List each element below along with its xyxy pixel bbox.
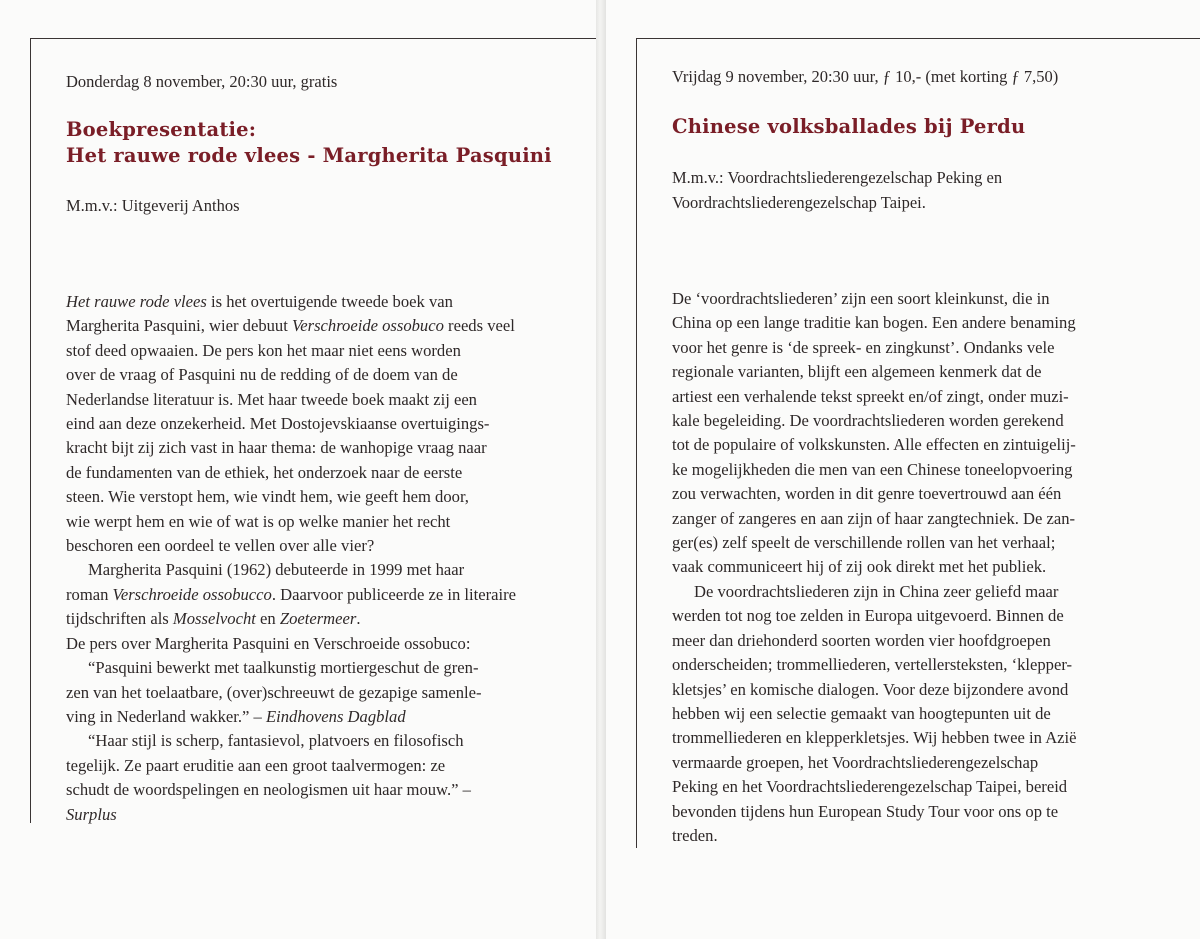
body-text: zou verwachten, worden in dit genre toevertrouwd aan één [672,484,1062,504]
body-text: steen. Wie verstopt hem, wie vindt hem, wie geeft hem door, [66,487,469,507]
page-gutter [596,0,606,939]
italic-text: Mosselvocht [172,609,256,629]
body-line [672,726,1077,750]
body-line [672,287,1077,311]
body-text: China op een lange traditie kan bogen. Een andere benaming [672,313,1076,333]
body-line [66,314,516,338]
body-text: en [255,609,280,629]
body-line [672,385,1077,409]
body-line [66,607,516,631]
title-line: Chinese volksballades bij Perdu [672,115,1026,138]
body-text: wie werpt hem en wie of wat is op welke manier het recht [66,511,451,531]
body-line [672,800,1077,824]
title-line: Boekpresentatie: [66,118,257,141]
body-line [66,778,516,802]
body-text: vermaarde groepen, het Voordrachtsliederengezelschap [672,752,1039,772]
body-line [66,583,516,607]
collaboration-note: M.m.v.: Uitgeverij Anthos [66,196,240,215]
body-line [66,510,516,534]
body-line [672,409,1077,433]
body-text: . Daarvoor publiceerde ze in literaire [271,584,517,604]
body-line [672,482,1077,506]
body-text: trommelliederen en klepperkletsjes. Wij hebben twee in Azië [672,728,1077,748]
body-text: werden tot nog toe zelden in Europa uitgevoerd. Binnen de [672,606,1064,626]
event-description [672,287,1077,848]
body-line [66,363,516,387]
body-text: de fundamenten van de ethiek, het onderzoek naar de eerste [66,462,463,482]
body-line [66,412,516,436]
body-text: De ‘voordrachtsliederen’ zijn een soort kleinkunst, die in [672,289,1050,308]
body-line [66,290,516,314]
event-title [672,114,1025,140]
body-line [672,653,1077,677]
body-line [672,604,1077,628]
top-rule [30,38,596,39]
body-text: Peking en het Voordrachtsliederengezelschap Taipei, bereid [672,777,1068,797]
body-text: De pers over Margherita Pasquini en Verschroeide ossobuco: [66,633,471,653]
body-line [66,729,516,753]
body-text: tijdschriften als [66,609,173,629]
left-page [0,0,596,939]
collaboration-line: Voordrachtsliederengezelschap Taipei. [672,192,926,212]
body-line [66,436,516,460]
body-line [672,629,1077,653]
body-text: zanger of zangeres en aan zijn of haar zangtechniek. De zan- [672,508,1076,528]
italic-text: Verschroeide ossobucco [112,584,272,604]
body-line [66,339,516,363]
event-date: Donderdag 8 november, 20:30 uur, gratis [66,72,338,91]
body-text: onderscheiden; trommelliederen, vertellersteksten, ‘klepper- [672,655,1073,675]
body-text: is het overtuigende tweede boek van [206,292,453,311]
body-text: ving in Nederland wakker.” – [66,706,266,726]
italic-text: Zoetermeer [279,609,357,629]
body-line [66,754,516,778]
body-line [66,681,516,705]
body-text: Margherita Pasquini, wier debuut [66,316,292,336]
body-line [66,485,516,509]
body-line [66,632,516,656]
body-line [672,824,1077,848]
body-line [672,702,1077,726]
body-text: ger(es) zelf speelt de verschillende rollen van het verhaal; [672,533,1056,553]
body-text: “Haar stijl is scherp, fantasievol, platvoers en filosofisch [88,731,464,751]
body-line [66,803,516,827]
body-line [672,580,1077,604]
body-line [672,531,1077,555]
body-text: kracht bijt zij zich vast in haar thema: de wanhopige vraag naar [66,438,487,458]
title-line: Het rauwe rode vlees - Margherita Pasquini [66,144,552,167]
body-line [66,388,516,412]
body-text: stof deed opwaaien. De pers kon het maar niet eens worden [66,340,461,360]
body-text: roman [66,584,113,604]
body-text: zen van het toelaatbare, (over)schreeuwt de gezapige samenle- [66,682,482,702]
italic-text: Het rauwe rode vlees [66,292,207,311]
body-text: tot de populaire of volkskunsten. Alle effecten en zintuigelij- [672,435,1076,455]
italic-text: Eindhovens Dagblad [265,706,406,726]
body-line [672,458,1077,482]
body-line [672,360,1077,384]
body-text: hebben wij een selectie gemaakt van hoogtepunten uit de [672,703,1051,723]
italic-text: Surplus [66,804,117,824]
body-text: ke mogelijkheden die men van een Chinese toneelopvoering [672,459,1073,479]
body-line [66,461,516,485]
body-line [672,507,1077,531]
body-line [672,751,1077,775]
body-text: . [356,609,361,629]
collaboration-note [672,166,1002,215]
event-description [66,290,516,827]
body-text: over de vraag of Pasquini nu de redding of de doem van de [66,365,458,385]
body-line [672,678,1077,702]
body-text: schudt de woordspelingen en neologismen uit haar mouw.” – [66,780,471,800]
side-rule [30,38,31,823]
body-text: vaak communiceert hij of zij ook direkt met het publiek. [672,557,1047,577]
event-date: Vrijdag 9 november, 20:30 uur, ƒ 10,- (met korting ƒ 7,50) [672,67,1059,86]
body-text: bevonden tijdens hun European Study Tour voor ons op te [672,801,1059,821]
body-text: kale begeleiding. De voordrachtsliederen worden gerekend [672,411,1064,431]
body-line [66,705,516,729]
body-text: De voordrachtsliederen zijn in China zeer geliefd maar [694,581,1059,601]
body-line [66,558,516,582]
italic-text: Verschroeide ossobuco [291,316,444,336]
body-text: treden. [672,825,718,845]
event-title [66,117,552,169]
collaboration-line: M.m.v.: Voordrachtsliederengezelschap Peking en [672,168,1003,187]
top-rule [636,38,1200,39]
body-text: “Pasquini bewerkt met taalkunstig mortiergeschut de gren- [88,658,479,678]
body-text: Margherita Pasquini (1962) debuteerde in 1999 met haar [88,560,465,580]
body-text: Nederlandse literatuur is. Met haar tweede boek maakt zij een [66,389,477,409]
side-rule [636,38,637,848]
body-text: tegelijk. Ze paart eruditie aan een groot taalvermogen: ze [66,755,446,775]
body-text: beschoren een oordeel te vellen over alle vier? [66,536,375,556]
body-text: eind aan deze onzekerheid. Met Dostojevskiaanse overtuigings- [66,414,490,434]
body-line [672,433,1077,457]
body-text: kletsjes’ en komische dialogen. Voor deze bijzondere avond [672,679,1069,699]
body-line [672,311,1077,335]
body-line [672,555,1077,579]
right-page [606,0,1200,939]
body-text: meer dan driehonderd soorten worden vier hoofdgroepen [672,630,1051,650]
body-text: regionale varianten, blijft een algemeen kenmerk dat de [672,362,1042,382]
body-line [66,534,516,558]
body-text: reeds veel [443,316,515,336]
body-line [66,656,516,680]
body-line [672,775,1077,799]
body-line [672,336,1077,360]
body-text: voor het genre is ‘de spreek- en zingkunst’. Ondanks vele [672,337,1055,357]
body-text: artiest een verhalende tekst spreekt en/of zingt, onder muzi- [672,386,1069,406]
